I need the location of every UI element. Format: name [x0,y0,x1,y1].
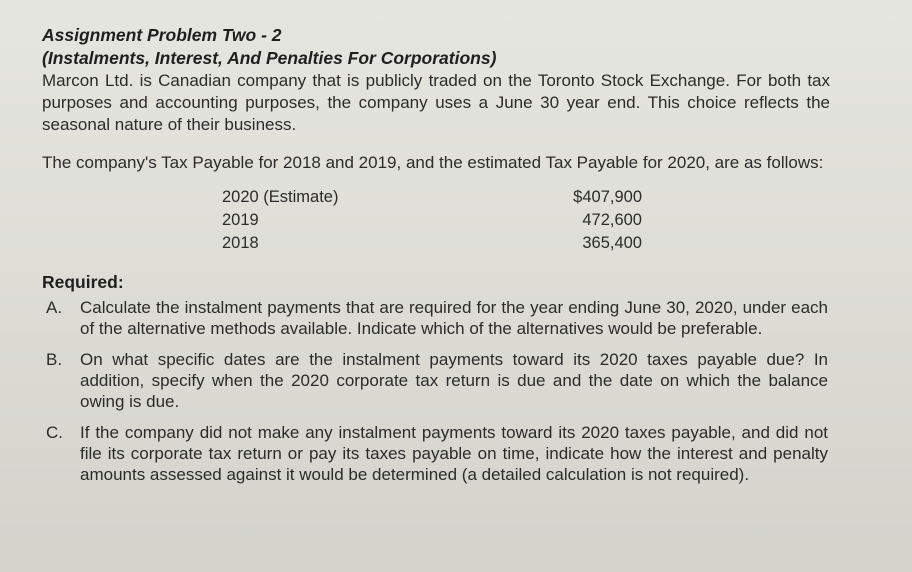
problem-content [42,24,842,485]
tax-amount: 365,400 [582,234,642,252]
problem-title: Assignment Problem Two - 2 [42,25,282,45]
required-item-a [42,297,828,339]
item-letter: C. [46,423,63,442]
tax-amount: 472,600 [582,211,642,229]
intro-paragraph: Marcon Ltd. is Canadian company that is publicly traded on the Toronto Stock Exchange. For both tax purposes and accounting purposes, the company uses a June 30 year end. This choice reflects the seasonal nature of their business. [42,71,830,134]
tax-year: 2020 (Estimate) [222,188,339,206]
tax-payable-table [42,186,842,256]
tax-year: 2019 [222,211,259,229]
required-heading: Required: [42,272,124,292]
required-item-c [42,422,828,485]
tax-row [42,209,682,231]
item-letter: A. [46,298,63,317]
item-text: Calculate the instalment payments that are required for the year ending June 30, 2020, under each of the alternative methods available. Indicate which of the alternatives would be preferable. [80,298,828,338]
item-text: If the company did not make any instalment payments toward its 2020 taxes payable, and did not file its corporate tax return or pay its taxes payable on time, indicate how the interest and penalty amounts assessed against it would be determined (a detailed calculation is not required). [80,423,828,484]
tax-row [42,232,682,254]
tax-year: 2018 [222,234,259,252]
table-intro-paragraph: The company's Tax Payable for 2018 and 2019, and the estimated Tax Payable for 2020, are as follows: [42,153,824,172]
required-item-b [42,349,828,412]
item-text: On what specific dates are the instalment payments toward its 2020 taxes payable due? In addition, specify when the 2020 corporate tax return is due and the date on which the balance owing is due. [80,350,828,411]
item-letter: B. [46,350,63,369]
tax-amount: $407,900 [573,188,642,206]
problem-subtitle: (Instalments, Interest, And Penalties For Corporations) [42,48,497,68]
tax-row [42,186,682,208]
